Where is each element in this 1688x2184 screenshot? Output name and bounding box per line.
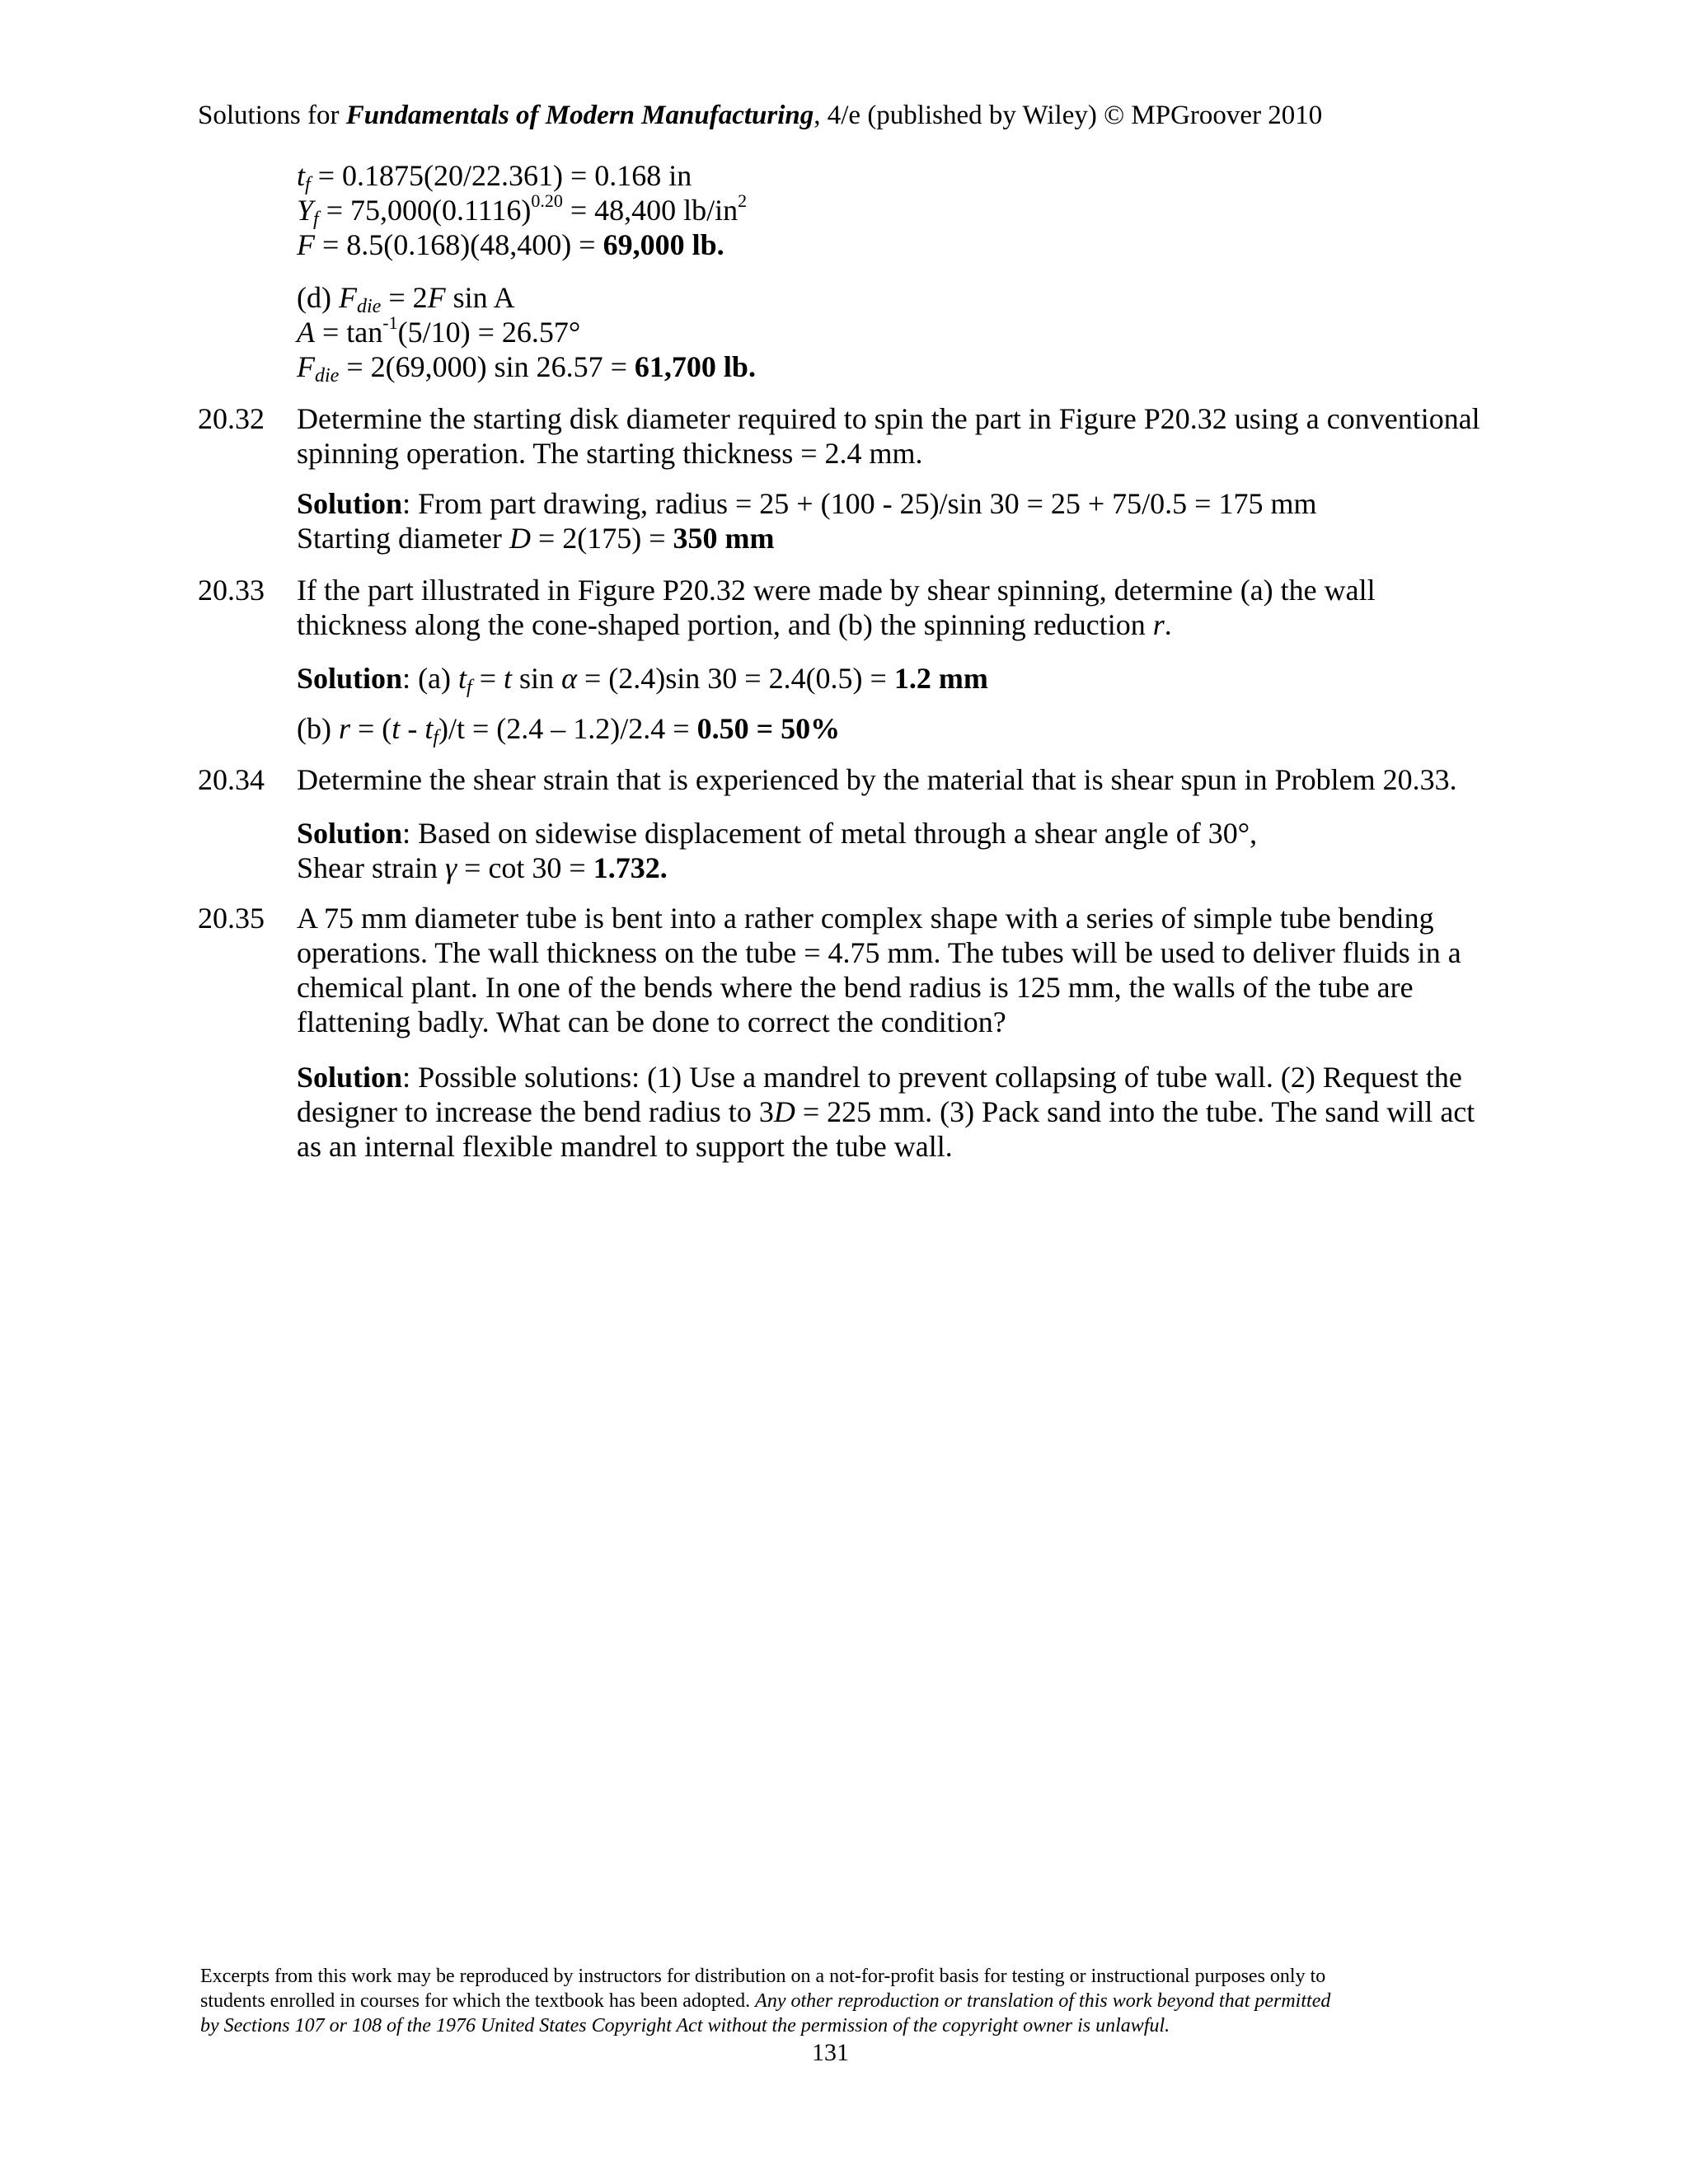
solution-line: Shear strain γ = cot 30 = 1.732. <box>297 851 668 884</box>
solution-line: Solution: From part drawing, radius = 25 + (100 - 25)/sin 30 = 25 + 75/0.5 = 175 mm <box>297 487 1317 520</box>
header-suffix: , 4/e (published by Wiley) © MPGroover 2010 <box>814 101 1323 130</box>
problem-text: If the part illustrated in Figure P20.32 were made by shear spinning, determine (a) the wall <box>297 574 1376 607</box>
solution-line: designer to increase the bend radius to 3D = 225 mm. (3) Pack sand into the tube. The sand will act <box>297 1095 1475 1128</box>
footer-line: students enrolled in courses for which the textbook has been adopted. Any other reproduction or translation of this work beyond that permitted <box>200 1990 1331 2012</box>
page-number: 131 <box>812 2039 849 2066</box>
problem-text: thickness along the cone-shaped portion, and (b) the spinning reduction r. <box>297 608 1172 641</box>
header-prefix: Solutions for <box>198 101 346 130</box>
yf-equation: $Y_f = 75,000(0.1116)^{0.20} = 48,400$ $lb/in^2$ <box>297 190 748 230</box>
copyright-footer <box>200 1964 1486 2038</box>
problem-text: spinning operation. The starting thickness = 2.4 mm. <box>297 437 923 470</box>
solution-line: as an internal flexible mandrel to support the tube wall. <box>297 1130 953 1163</box>
problem-number: 20.34 <box>198 763 265 796</box>
solution-line: Solution: (a) $t_f = t$ sin α = (2.4)sin 30 = 2.4(0.5) = 1.2 mm <box>297 662 988 698</box>
footer-line: Excerpts from this work may be reproduced by instructors for distribution on a not-for-profit basis for testing or instructional purposes only to <box>200 1966 1326 1987</box>
angle-equation: $A = \tan^{-1}(5/10) = 26.57^\circ$ <box>297 312 581 349</box>
problem-text: Determine the starting disk diameter required to spin the part in Figure P20.32 using a conventional <box>297 402 1480 435</box>
fdie-equation: $F_{die} = 2(69,000)$ sin 26.57 = 61,700 lb. <box>297 350 756 387</box>
problem-text: chemical plant. In one of the bends where the bend radius is 125 mm, the walls of the tube are <box>297 971 1414 1004</box>
solution-line: Starting diameter D = 2(175) = 350 mm <box>297 522 775 555</box>
problem-text: Determine the shear strain that is experienced by the material that is shear spun in Problem 20.33. <box>297 763 1457 796</box>
problem-text: flattening badly. What can be done to correct the condition? <box>297 1005 1006 1038</box>
solution-line: Solution: Possible solutions: (1) Use a mandrel to prevent collapsing of tube wall. (2) Request the <box>297 1061 1462 1094</box>
fdie-definition: (d) $F_{die} = 2F$ sin A <box>297 281 515 317</box>
page-header <box>198 99 1322 132</box>
footer-line: by Sections 107 or 108 of the 1976 United States Copyright Act without the permission of the copyright owner is unlawful. <box>200 2015 1170 2036</box>
problem-text: A 75 mm diameter tube is bent into a rather complex shape with a series of simple tube bending <box>297 902 1434 935</box>
problem-number: 20.33 <box>198 574 265 607</box>
problem-number: 20.32 <box>198 402 265 435</box>
tf-equation: $t_f = 0.1875(20/22.361) = 0.168$ in <box>297 159 692 195</box>
problem-number: 20.35 <box>198 902 265 935</box>
solution-line: (b) $r = (t - t_f)/t = (2.4 - 1.2)/2.4 = 0.50 = 50\%$ <box>297 712 841 748</box>
problem-text: operations. The wall thickness on the tube = 4.75 mm. The tubes will be used to deliver fluids in a <box>297 936 1461 969</box>
book-title: Fundamentals of Modern Manufacturing <box>345 101 814 130</box>
solution-line: Solution: Based on sidewise displacement of metal through a shear angle of 30°, <box>297 817 1258 850</box>
force-equation: F = 8.5(0.168)(48,400) = 69,000 lb. <box>297 228 724 261</box>
